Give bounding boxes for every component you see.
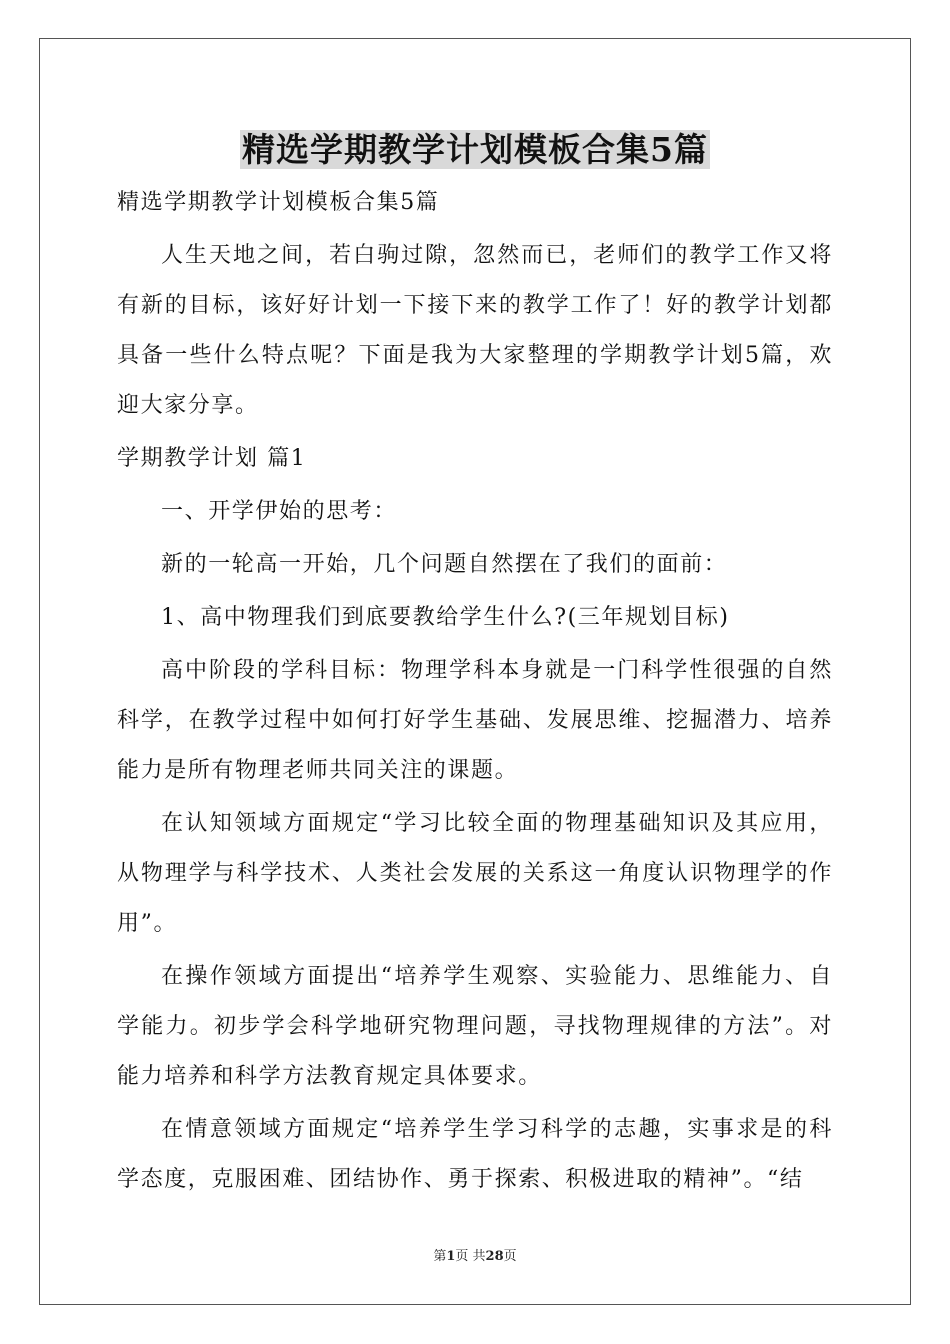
paragraph-affective-domain: 在情意领域方面规定“培养学生学习科学的志趣，实事求是的科学态度，克服困难、团结协作、勇于探索、积极进取的精神”。“结 [117, 1117, 833, 1192]
page-footer [0, 1245, 950, 1264]
paragraph-cognitive-domain: 在认知领域方面规定“学习比较全面的物理基础知识及其应用，从物理学与科学技术、人类社会发展的关系这一角度认识物理学的作用”。 [117, 811, 833, 936]
paragraph-question-1: 1、高中物理我们到底要教给学生什么?(三年规划目标) [161, 605, 730, 630]
document-title-text: 精选学期教学计划模板合集5篇 [242, 130, 708, 169]
document-title [0, 124, 950, 176]
page-mid: 页 共 [455, 1249, 486, 1264]
page-suffix: 页 [503, 1249, 517, 1264]
document-subtitle: 精选学期教学计划模板合集5篇 [117, 190, 440, 215]
document-body [117, 178, 833, 1205]
subheading-thinking: 一、开学伊始的思考： [161, 499, 398, 524]
page-prefix: 第 [433, 1249, 447, 1264]
section-heading: 学期教学计划 篇1 [117, 446, 307, 471]
page-current: 1 [446, 1249, 456, 1264]
paragraph-operation-domain: 在操作领域方面提出“培养学生观察、实验能力、思维能力、自学能力。初步学会科学地研究物理问题，寻找物理规律的方法”。对能力培养和科学方法教育规定具体要求。 [117, 964, 833, 1089]
intro-paragraph: 人生天地之间，若白驹过隙，忽然而已，老师们的教学工作又将有新的目标，该好好计划一下接下来的教学工作了！好的教学计划都具备一些什么特点呢？下面是我为大家整理的学期教学计划5篇，欢迎大家分享。 [117, 243, 833, 418]
page-total: 28 [485, 1249, 504, 1264]
paragraph-subject-goals: 高中阶段的学科目标：物理学科本身就是一门科学性很强的自然科学，在教学过程中如何打好学生基础、发展思维、挖掘潜力、培养能力是所有物理老师共同关注的课题。 [117, 658, 833, 783]
paragraph-questions: 新的一轮高一开始，几个问题自然摆在了我们的面前： [161, 552, 728, 577]
